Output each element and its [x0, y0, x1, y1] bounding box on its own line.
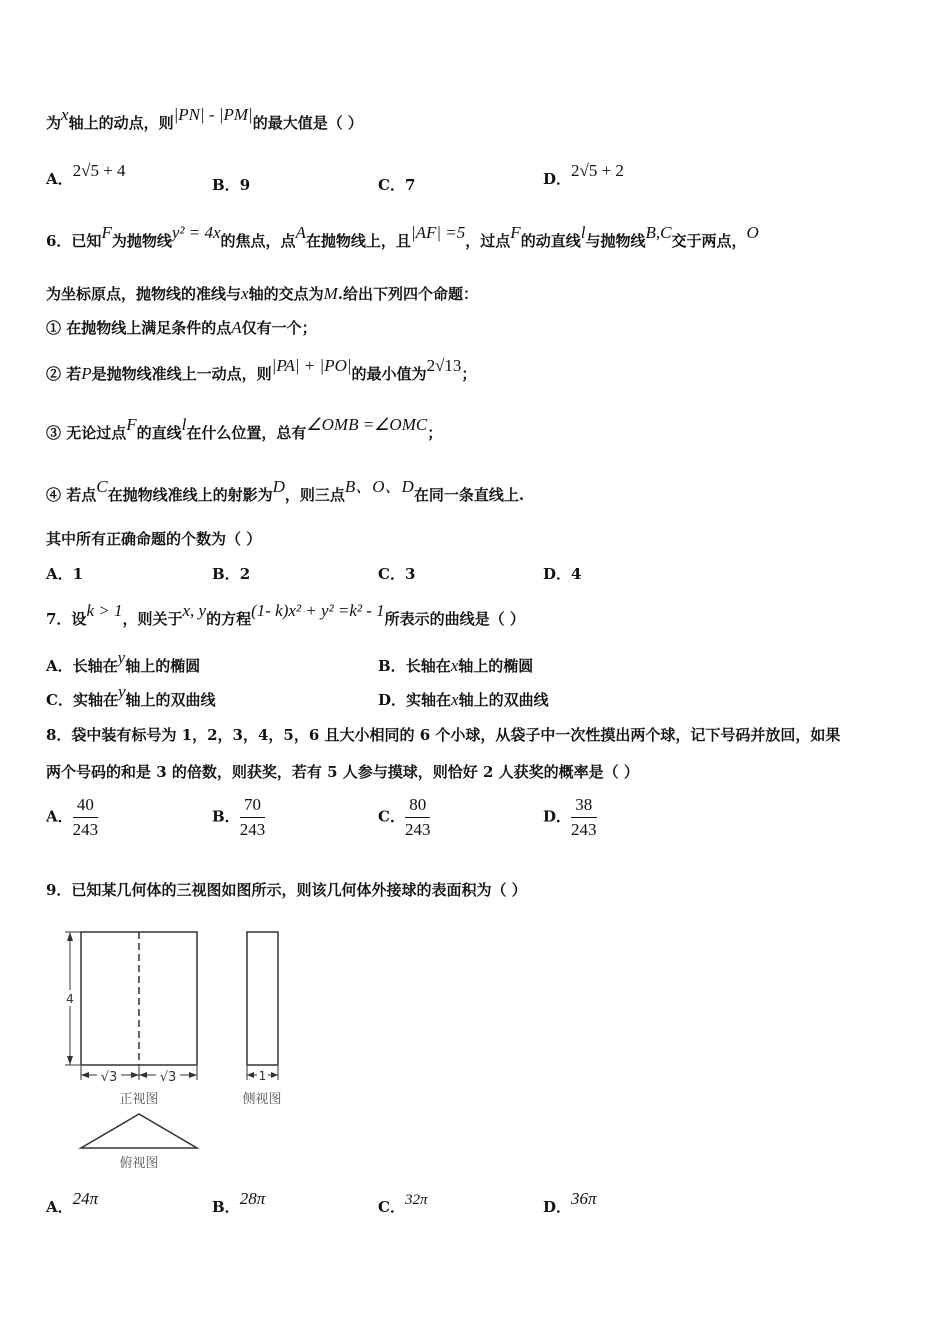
option-value: 2√5 + 4: [72, 161, 126, 180]
denominator: 243: [72, 820, 99, 839]
text: 的动直线: [520, 232, 581, 250]
text: ④ 若点: [46, 486, 97, 504]
q5-option-a[interactable]: [46, 161, 126, 189]
option-value: 24π: [72, 1189, 99, 1208]
axis-var: x: [451, 690, 459, 709]
q7-num: 7．设: [46, 610, 87, 628]
text: 在抛物线上，且: [305, 232, 411, 250]
curve-equation: (1- k)x² + y² =k² - 1: [251, 601, 385, 620]
text: .给出下列四个命题：: [337, 285, 478, 303]
var-O: O: [746, 223, 759, 242]
q6-proposition-3: [46, 415, 443, 443]
q5-prefix: 为: [46, 114, 62, 132]
option-label: D．: [543, 565, 572, 583]
var-x: x: [241, 284, 249, 303]
option-label: B．: [212, 1198, 240, 1216]
option-value: 9: [239, 176, 251, 194]
fraction: [240, 795, 266, 840]
option-label: D．: [543, 807, 572, 826]
q9-option-b[interactable]: [212, 1189, 266, 1217]
w2-label: √3: [159, 1070, 177, 1085]
option-label: C．: [378, 176, 405, 194]
text: 轴的交点为: [248, 285, 324, 303]
text: 轴上的双曲线: [125, 691, 216, 709]
text: 所表示的曲线是（ ）: [384, 610, 525, 628]
text: 的直线: [136, 424, 182, 442]
var-C: C: [96, 477, 108, 496]
text: 长轴在: [405, 657, 451, 675]
option-label: A．: [46, 170, 73, 188]
option-label: B．: [212, 807, 240, 826]
text: ② 若: [46, 365, 82, 383]
top-view-caption: 俯视图: [119, 1156, 159, 1171]
var-F: F: [126, 415, 137, 434]
q6-ask: 其中所有正确命题的个数为（ ）: [46, 530, 262, 548]
k-condition: k > 1: [86, 601, 123, 620]
text: ；: [461, 365, 477, 383]
numerator: 38: [571, 795, 597, 818]
q9-option-a[interactable]: [46, 1189, 99, 1217]
var-M: M: [323, 284, 338, 303]
text: 仅有一个；: [241, 319, 317, 337]
q9-option-c[interactable]: [378, 1192, 428, 1217]
var-A: A: [295, 223, 306, 242]
q5-mid: 轴上的动点，则: [68, 114, 174, 132]
var-l: l: [580, 223, 586, 242]
text: ；: [427, 424, 443, 442]
option-label: D．: [543, 1198, 572, 1216]
numerator: 80: [405, 795, 431, 818]
option-value: 36π: [571, 1189, 597, 1208]
fraction: [405, 795, 431, 840]
q5-stem: [46, 105, 363, 133]
angle-expr: ∠OMB =∠OMC: [306, 415, 428, 434]
text: ，则三点: [284, 486, 345, 504]
var-F: F: [101, 223, 112, 242]
q6-num: 6．已知: [46, 232, 102, 250]
arrow-right-icon: [271, 1072, 278, 1078]
var-A: A: [231, 318, 242, 337]
var-F: F: [510, 223, 521, 242]
w1-label: √3: [100, 1070, 118, 1085]
q8-line2: 两个号码的和是 3 的倍数，则获奖，若有 5 人参与摸球，则恰好 2 人获奖的概率是（ ）: [46, 763, 639, 781]
q5-var-x: x: [61, 105, 69, 124]
option-label: A．: [46, 657, 73, 675]
axis-var: y: [117, 682, 126, 701]
var-bc: B,C: [645, 223, 672, 242]
min-value: 2√13: [426, 356, 462, 375]
arrow-left-icon: [139, 1072, 147, 1078]
q7-stem: [46, 601, 525, 629]
arrow-left-icon: [247, 1072, 254, 1078]
option-label: A．: [46, 1198, 73, 1216]
q5-option-c[interactable]: [378, 174, 415, 195]
option-value: 28π: [239, 1189, 266, 1208]
vars-xy: x, y: [182, 601, 207, 620]
q6-option-a[interactable]: [46, 563, 83, 584]
option-label: D．: [378, 691, 407, 709]
q7-option-a[interactable]: [46, 648, 201, 676]
option-label: D．: [543, 170, 572, 188]
q6-option-d[interactable]: [543, 563, 581, 584]
q6-proposition-4: [46, 477, 525, 505]
q6-line2: [46, 283, 478, 304]
option-value: 1: [72, 565, 84, 583]
option-value: 2√5 + 2: [571, 161, 624, 180]
text: 在抛物线准线上的射影为: [107, 486, 273, 504]
text: 的最小值为: [351, 365, 427, 383]
q8-option-c[interactable]: [378, 795, 430, 840]
front-view-caption: 正视图: [119, 1092, 159, 1107]
arrow-left-icon: [81, 1072, 89, 1078]
option-label: B．: [212, 176, 240, 194]
q6-option-b[interactable]: [212, 563, 250, 584]
q7-option-b[interactable]: [378, 655, 533, 676]
option-value: 32π: [404, 1192, 428, 1208]
text: 为抛物线: [111, 232, 172, 250]
q9-stem: 9．已知某几何体的三视图如图所示，则该几何体外接球的表面积为（ ）: [46, 881, 527, 899]
top-view-triangle: [81, 1114, 197, 1148]
var-P: P: [81, 364, 92, 383]
option-label: A．: [46, 807, 73, 826]
text: 轴上的椭圆: [125, 657, 201, 675]
arrow-right-icon: [189, 1072, 197, 1078]
option-label: C．: [378, 1198, 405, 1216]
three-view-figure: [55, 918, 315, 1173]
arrow-up-icon: [67, 932, 73, 941]
text: 轴上的椭圆: [458, 657, 534, 675]
fraction: [73, 795, 99, 840]
text: 轴上的双曲线: [458, 691, 549, 709]
points-BOD: B、O、D: [344, 477, 414, 496]
denominator: 243: [571, 820, 597, 839]
text: ① 在抛物线上满足条件的点: [46, 319, 232, 337]
var-l: l: [181, 415, 187, 434]
text: 是抛物线准线上一动点，则: [91, 365, 272, 383]
q8-option-d[interactable]: [543, 795, 597, 840]
q8-option-b[interactable]: [212, 795, 265, 840]
option-label: C．: [46, 691, 73, 709]
text: 在什么位置，总有: [186, 424, 307, 442]
denominator: 243: [239, 820, 266, 839]
option-label: B．: [378, 657, 406, 675]
var-D: D: [272, 477, 285, 496]
af-expr: |AF| =5: [410, 223, 466, 242]
q8-option-a[interactable]: [46, 795, 98, 840]
side-w-label: 1: [258, 1069, 267, 1083]
text: 交于两点，: [671, 232, 747, 250]
side-view-caption: 侧视图: [242, 1092, 282, 1107]
option-value: 4: [571, 565, 582, 583]
side-view-rect: [247, 932, 278, 1065]
text: 的方程: [206, 610, 252, 628]
option-label: C．: [378, 807, 405, 826]
axis-var: y: [117, 648, 126, 667]
height-label: 4: [66, 992, 74, 1006]
option-label: B．: [212, 565, 240, 583]
q5-expr: |PN| - |PM|: [173, 105, 253, 124]
text: ，则关于: [122, 610, 183, 628]
option-value: 7: [404, 176, 416, 194]
text: 在同一条直线上.: [413, 486, 525, 504]
text: ③ 无论过点: [46, 424, 127, 442]
text: 长轴在: [72, 657, 118, 675]
q6-proposition-1: [46, 317, 317, 338]
q7-option-d[interactable]: [378, 689, 549, 710]
axis-var: x: [450, 656, 459, 675]
q5-option-b[interactable]: [212, 174, 250, 195]
arrow-down-icon: [67, 1056, 73, 1065]
q6-proposition-2: [46, 356, 477, 384]
fraction: [571, 795, 597, 840]
option-label: A．: [46, 565, 73, 583]
text: 实轴在: [72, 691, 118, 709]
option-label: C．: [378, 565, 405, 583]
denominator: 243: [404, 820, 431, 839]
q5-option-d[interactable]: [543, 161, 624, 189]
text: 实轴在: [406, 691, 452, 709]
q6-line1: [46, 223, 759, 251]
q9-option-d[interactable]: [543, 1189, 597, 1217]
numerator: 70: [240, 795, 266, 818]
option-value: 3: [404, 565, 416, 583]
q8-line1: 8．袋中装有标号为 1，2，3，4，5，6 且大小相同的 6 个小球，从袋子中一次性摸出两个球，记下号码并放回，如果: [46, 726, 841, 744]
pa-po-expr: |PA| + |PO|: [271, 356, 352, 375]
q7-option-c[interactable]: [46, 682, 216, 710]
arrow-right-icon: [131, 1072, 139, 1078]
numerator: 40: [73, 795, 99, 818]
q5-suffix: 的最大值是（ ）: [252, 114, 363, 132]
option-value: 2: [239, 565, 251, 583]
text: 为坐标原点，抛物线的准线与: [46, 285, 242, 303]
text: 的焦点，点: [220, 232, 296, 250]
text: ，过点: [465, 232, 511, 250]
parabola-eq: y² = 4x: [171, 223, 221, 242]
q6-option-c[interactable]: [378, 563, 415, 584]
text: 与抛物线: [585, 232, 646, 250]
